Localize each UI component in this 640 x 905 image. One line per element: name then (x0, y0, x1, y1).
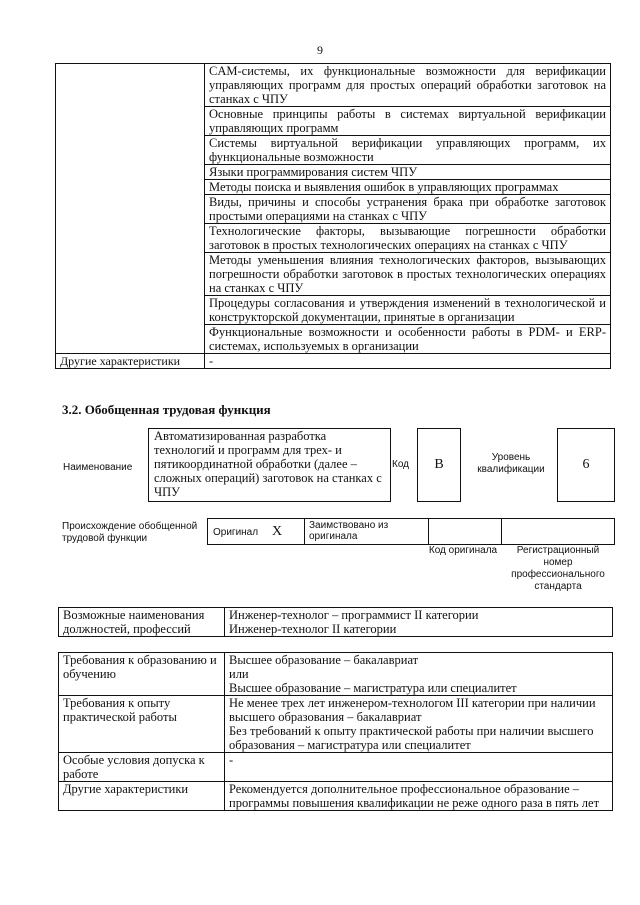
position-item: Инженер-технолог – программист II категории (229, 608, 479, 622)
requirement-value (225, 782, 613, 811)
original-mark: X (272, 524, 283, 539)
position-item: Инженер-технолог II категории (229, 622, 397, 636)
requirement-line: Не менее трех лет инженером-технологом III категории при наличии высшего образования – бакалавриат (229, 696, 596, 724)
page-number: 9 (317, 43, 323, 57)
code-label: Код (392, 459, 410, 470)
knowledge-table (55, 63, 611, 369)
table-row (59, 753, 613, 782)
name-label: Наименование (63, 462, 133, 473)
table-cell: CAM-системы, их функциональные возможности для верификации управляющих программ для простых операций обработки заготовок на станках с ЧПУ (205, 64, 611, 107)
table-cell: Методы поиска и выявления ошибок в управляющих программах (205, 180, 611, 195)
requirement-value (225, 653, 613, 696)
requirement-label: Особые условия допуска к работе (59, 753, 225, 782)
empty-label-cell (56, 64, 205, 354)
table-row (59, 608, 613, 637)
divider (501, 519, 502, 544)
table-cell: Основные принципы работы в системах виртуальной верификации управляющих программ (205, 107, 611, 136)
table-row (59, 653, 613, 696)
other-characteristics-label: Другие характеристики (56, 354, 205, 369)
origin-box (207, 518, 615, 545)
requirement-label: Требования к образованию и обучению (59, 653, 225, 696)
table-cell: Системы виртуальной верификации управляющих программ, их функциональные возможности (205, 136, 611, 165)
positions-label: Возможные наименования должностей, профессий (59, 608, 225, 637)
requirement-value (225, 696, 613, 753)
divider (304, 519, 305, 544)
requirement-line: или (229, 667, 249, 681)
code-original-caption: Код оригинала (428, 545, 498, 556)
requirement-line: Без требований к опыту практической работы при наличии высшего образования – магистратура или специалитет (229, 724, 594, 752)
borrowed-label: Заимствовано из оригинала (309, 520, 389, 542)
table-row (59, 696, 613, 753)
table-cell: Виды, причины и способы устранения брака при обработке заготовок простыми операциями на станках с ЧПУ (205, 195, 611, 224)
requirement-line: - (229, 753, 234, 767)
positions-table (58, 607, 613, 637)
divider (428, 519, 429, 544)
table-row (56, 354, 611, 369)
table-cell: Функциональные возможности и особенности работы в PDM- и ERP-системах, используемых в организации (205, 325, 611, 354)
gtf-code-value: B (417, 428, 461, 502)
requirement-line: Высшее образование – бакалавриат (229, 653, 419, 667)
table-cell: Языки программирования систем ЧПУ (205, 165, 611, 180)
table-row (59, 782, 613, 811)
gtf-level-value: 6 (557, 428, 615, 502)
requirement-label: Другие характеристики (59, 782, 225, 811)
positions-values (225, 608, 613, 637)
table-row (56, 64, 611, 107)
requirements-table (58, 652, 613, 811)
reg-number-caption: Регистрационный номер профессионального стандарта (511, 545, 605, 592)
origin-label: Происхождение обобщенной трудовой функции (62, 521, 198, 544)
requirement-label: Требования к опыту практической работы (59, 696, 225, 753)
gtf-name-value: Автоматизированная разработка технологий и программ для трех- и пятикоординатной обработки (далее – сложных операций) заготовок на станках с ЧПУ (148, 428, 391, 502)
requirement-line: Высшее образование – магистратура или специалитет (229, 681, 517, 695)
requirement-line: Рекомендуется дополнительное профессиональное образование – программы повышения квалификации не реже одного раза в пять лет (229, 782, 600, 810)
level-label: Уровень квалификации (477, 452, 545, 475)
original-label: Оригинал (213, 527, 259, 538)
table-cell: Процедуры согласования и утверждения изменений в технологической и конструкторской документации, принятые в организации (205, 296, 611, 325)
other-characteristics-value: - (205, 354, 611, 369)
table-cell: Методы уменьшения влияния технологических факторов, вызывающих погрешности обработки заготовок в простых технологических операциях на станках с ЧПУ (205, 253, 611, 296)
table-cell: Технологические факторы, вызывающие погрешности обработки заготовок в простых технологических операциях на станках с ЧПУ (205, 224, 611, 253)
section-heading: 3.2. Обобщенная трудовая функция (62, 402, 271, 417)
requirement-value (225, 753, 613, 782)
